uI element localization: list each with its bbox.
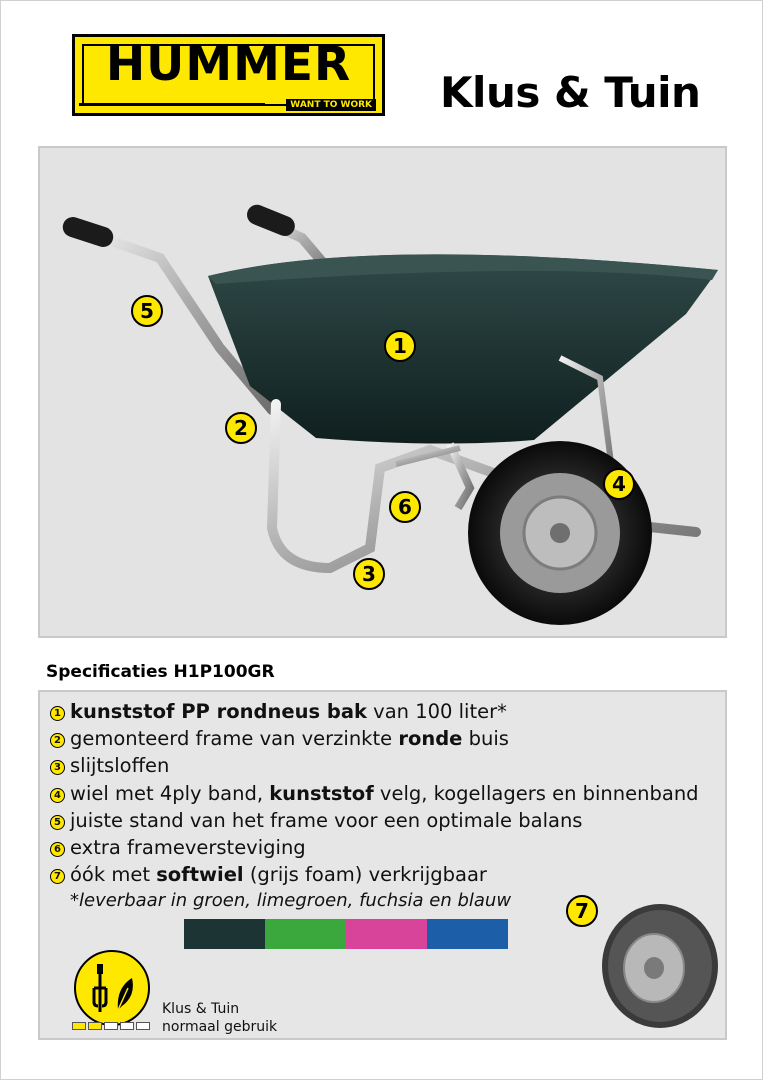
availability-footnote: *leverbaar in groen, limegroen, fuchsia en blauw <box>70 890 512 911</box>
hummer-logo <box>72 34 385 116</box>
spec-text: velg, kogellagers en binnenband <box>373 781 699 805</box>
garden-fork-leaf-icon <box>72 948 152 1028</box>
callout-2: 2 <box>225 412 257 444</box>
spec-text-bold: kunststof <box>269 781 374 805</box>
spec-text-bold: softwiel <box>156 863 244 887</box>
spec-item <box>50 752 699 779</box>
logo-wordmark: HUMMER <box>105 37 352 92</box>
usage-label-line2: normaal gebruik <box>162 1019 278 1035</box>
spec-number-badge: 4 <box>50 788 65 803</box>
spec-number-badge: 3 <box>50 760 65 775</box>
spec-text: buis <box>462 727 509 751</box>
spec-text: slijtsloffen <box>70 754 170 778</box>
callout-7: 7 <box>566 895 598 927</box>
spec-text: van 100 liter* <box>366 700 507 723</box>
usage-label <box>162 1000 277 1036</box>
usage-level-dot <box>72 1022 86 1030</box>
spec-number-badge: 1 <box>50 706 65 721</box>
usage-label-line1: Klus & Tuin <box>162 1001 240 1017</box>
spec-panel <box>38 690 727 1040</box>
usage-level-dot <box>104 1022 118 1030</box>
spec-text: óók met <box>70 863 157 887</box>
spec-text: extra frameversteviging <box>70 836 306 860</box>
page-headline: Klus & Tuin <box>440 68 701 117</box>
usage-level-indicator <box>72 1022 150 1030</box>
spec-text: wiel met 4ply band, <box>70 781 270 805</box>
usage-level-dot <box>88 1022 102 1030</box>
spec-number-badge: 7 <box>50 869 65 884</box>
usage-level-dot <box>120 1022 134 1030</box>
spec-item <box>50 861 699 888</box>
spec-text: juiste stand van het frame voor een optimale balans <box>70 808 583 832</box>
spec-item <box>50 834 699 861</box>
callout-3: 3 <box>353 558 385 590</box>
spec-list <box>50 698 699 888</box>
spec-item <box>50 698 699 725</box>
callout-4: 4 <box>603 468 635 500</box>
spec-item <box>50 807 699 834</box>
swatch-green <box>184 919 265 949</box>
spec-item <box>50 725 699 752</box>
spec-number-badge: 2 <box>50 733 65 748</box>
callout-1: 1 <box>384 330 416 362</box>
spec-number-badge: 6 <box>50 842 65 857</box>
callout-6: 6 <box>389 491 421 523</box>
product-image-panel <box>38 146 727 638</box>
swatch-blue <box>427 919 508 949</box>
spec-text-bold: ronde <box>398 727 463 751</box>
swatch-limegreen <box>265 919 346 949</box>
swatch-fuchsia <box>346 919 427 949</box>
spec-item <box>50 780 699 807</box>
logo-tagline: WANT TO WORK <box>286 99 376 111</box>
color-swatches <box>184 919 508 949</box>
callout-5: 5 <box>131 295 163 327</box>
spec-text: gemonteerd frame van verzinkte <box>70 727 399 751</box>
spec-text-bold: kunststof PP rondneus bak <box>70 700 367 723</box>
wheelbarrow-illustration <box>40 148 727 638</box>
spec-title: Specificaties H1P100GR <box>46 662 275 682</box>
spec-number-badge: 5 <box>50 815 65 830</box>
softwheel-image <box>588 886 720 1034</box>
usage-level-dot <box>136 1022 150 1030</box>
spec-text: (grijs foam) verkrijgbaar <box>243 863 487 887</box>
